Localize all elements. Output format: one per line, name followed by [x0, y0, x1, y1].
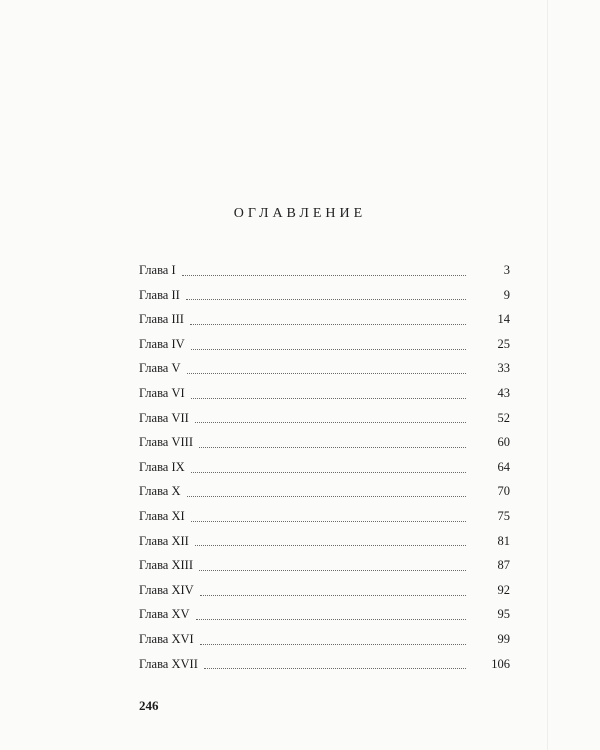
dot-leader [187, 484, 466, 497]
dot-leader [191, 460, 466, 473]
toc-entry-page: 25 [497, 336, 510, 351]
dot-leader [195, 533, 466, 546]
dot-leader [196, 607, 466, 620]
toc-entry-page: 92 [497, 582, 510, 597]
toc-entry-page: 33 [497, 361, 510, 376]
toc-title: ОГЛАВЛЕНИЕ [233, 206, 367, 221]
toc-entry-label: Глава XI [139, 508, 185, 523]
toc-entry-page: 43 [497, 386, 510, 401]
dot-leader [200, 632, 466, 645]
toc-entry [139, 455, 510, 480]
toc-entry-page: 75 [497, 508, 510, 523]
toc-entry-page: 106 [491, 656, 510, 671]
toc-entry [139, 627, 510, 652]
toc-entry-label: Глава X [139, 484, 181, 499]
toc-entry-label: Глава VII [139, 410, 189, 425]
toc-entry-page: 14 [497, 312, 510, 327]
dot-leader [182, 263, 466, 276]
toc-entry [139, 529, 510, 554]
toc-entry [139, 479, 510, 504]
dot-leader [199, 558, 466, 571]
toc-entry-label: Глава IX [139, 459, 185, 474]
toc-entry-page: 64 [497, 459, 510, 474]
toc-entry [139, 332, 510, 357]
dot-leader [191, 386, 466, 399]
table-of-contents [139, 258, 510, 676]
dot-leader [191, 337, 466, 350]
toc-entry [139, 504, 510, 529]
dot-leader [191, 509, 466, 522]
page-edge [547, 0, 548, 750]
dot-leader [187, 361, 466, 374]
toc-entry [139, 258, 510, 283]
toc-entry-label: Глава IV [139, 336, 185, 351]
toc-entry-page: 52 [497, 410, 510, 425]
toc-entry [139, 406, 510, 431]
toc-entry [139, 307, 510, 332]
toc-entry-label: Глава VIII [139, 435, 193, 450]
toc-entry-label: Глава V [139, 361, 181, 376]
toc-entry-page: 87 [497, 558, 510, 573]
toc-entry [139, 652, 510, 677]
dot-leader [186, 287, 466, 300]
toc-entry [139, 578, 510, 603]
toc-entry-label: Глава II [139, 287, 180, 302]
toc-entry-label: Глава I [139, 263, 176, 278]
toc-entry [139, 602, 510, 627]
toc-entry-label: Глава XII [139, 533, 189, 548]
dot-leader [200, 583, 466, 596]
toc-entry-page: 60 [497, 435, 510, 450]
dot-leader [199, 435, 466, 448]
toc-entry-label: Глава XVI [139, 631, 194, 646]
toc-entry-label: Глава VI [139, 386, 185, 401]
toc-entry [139, 356, 510, 381]
toc-entry-page: 70 [497, 484, 510, 499]
toc-entry [139, 381, 510, 406]
toc-entry-label: Глава III [139, 312, 184, 327]
dot-leader [195, 410, 466, 423]
toc-entry-page: 9 [503, 287, 510, 302]
toc-entry-page: 99 [497, 631, 510, 646]
toc-entry-label: Глава XIII [139, 558, 193, 573]
toc-entry [139, 430, 510, 455]
toc-entry [139, 283, 510, 308]
toc-entry-label: Глава XVII [139, 656, 198, 671]
page-number: 246 [139, 698, 159, 713]
toc-entry-page: 95 [497, 607, 510, 622]
toc-entry [139, 553, 510, 578]
toc-entry-label: Глава XV [139, 607, 190, 622]
toc-entry-page: 81 [497, 533, 510, 548]
dot-leader [190, 312, 466, 325]
toc-entry-page: 3 [503, 263, 510, 278]
toc-entry-label: Глава XIV [139, 582, 194, 597]
dot-leader [204, 656, 466, 669]
